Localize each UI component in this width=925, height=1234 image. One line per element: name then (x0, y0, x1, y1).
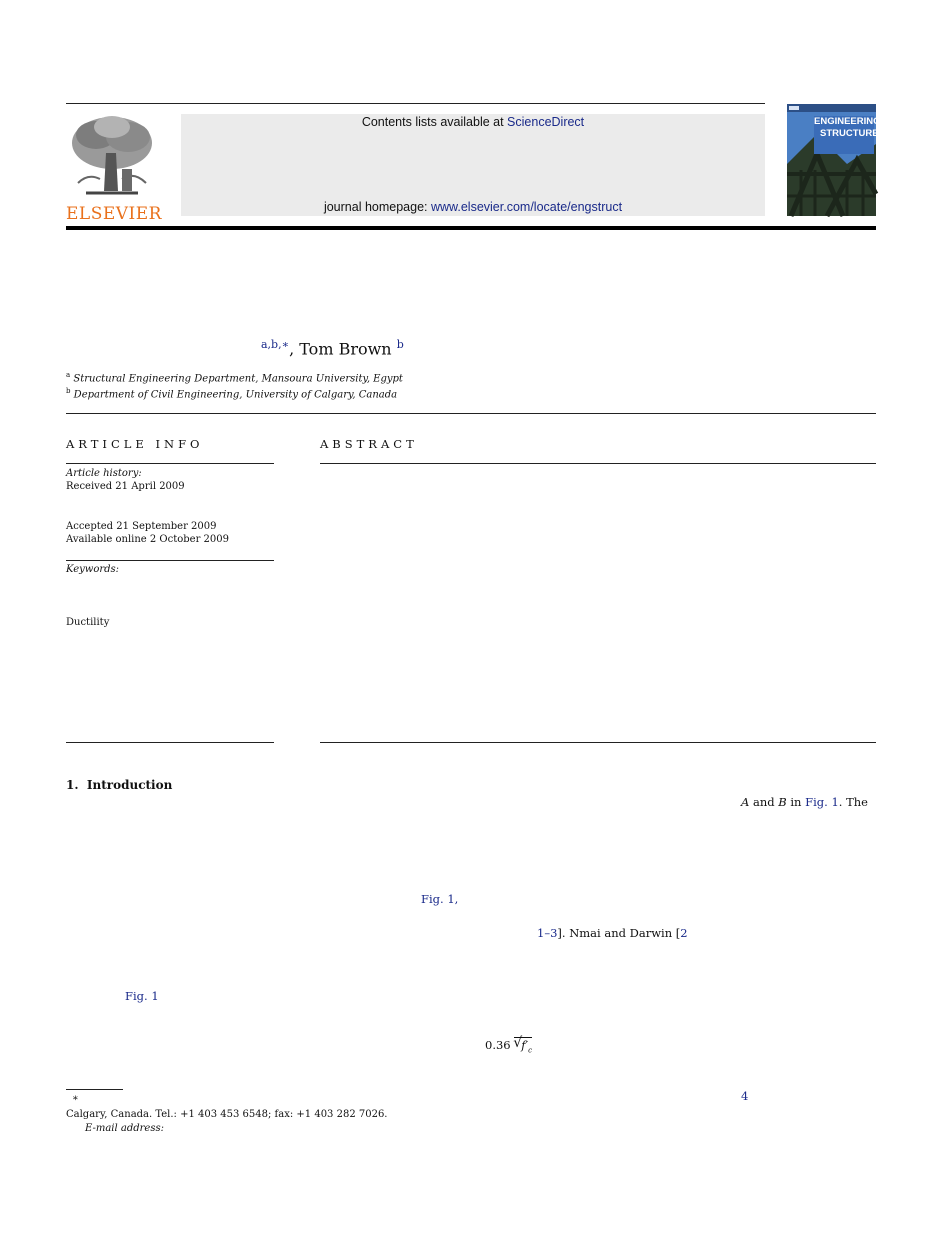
keywords-label: Keywords: (66, 564, 120, 575)
author2-name: Tom Brown (299, 339, 392, 359)
intro-fragment-refs (537, 926, 688, 940)
footnote-email-label: E-mail address: (85, 1123, 164, 1134)
footnote-star: ∗ (72, 1093, 79, 1104)
accepted-date: Accepted 21 September 2009 (66, 521, 217, 532)
header-bottom-rule (66, 226, 876, 230)
author1-affil-marks[interactable]: a,b,∗ (261, 338, 290, 351)
point-b-label: B (778, 795, 787, 809)
in-text: in (786, 795, 806, 809)
article-info-heading: ARTICLE INFO (66, 437, 204, 451)
fig1-link-b[interactable]: Fig. 1, (421, 892, 459, 906)
coefficient: 0.36 (485, 1038, 511, 1052)
fig1-link-a[interactable]: Fig. 1 (805, 795, 839, 809)
footnote-contact: Calgary, Canada. Tel.: +1 403 453 6548; fax: +1 403 282 7026. (66, 1109, 388, 1120)
fc-symbol: f′ (521, 1038, 529, 1052)
intro-fragment-ab (741, 795, 868, 809)
contents-line (181, 115, 765, 129)
nmai-darwin-text: ]. Nmai and Darwin [ (557, 926, 681, 940)
homepage-prefix: journal homepage: (323, 200, 431, 214)
cover-title-line1: ENGINEERING (814, 116, 881, 127)
and-text: and (749, 795, 779, 809)
equation-fragment (485, 1037, 532, 1054)
section-heading-intro: 1. Introduction (66, 778, 173, 792)
fc-subscript: c (528, 1046, 533, 1055)
abstract-bottom-rule (320, 742, 876, 743)
ref-link-1-3[interactable]: 1–3 (537, 926, 558, 940)
article-info-bottom-rule (66, 742, 274, 743)
header-top-rule (66, 103, 765, 104)
author2-affil-mark[interactable]: b (396, 338, 404, 351)
homepage-line (181, 200, 765, 214)
affiliation-b-text: Department of Civil Engineering, University of Calgary, Canada (73, 389, 398, 401)
the-text: . The (838, 795, 868, 809)
homepage-link[interactable]: www.elsevier.com/locate/engstruct (430, 200, 623, 214)
elsevier-logo (66, 113, 162, 224)
affiliation-a-mark: a (66, 371, 71, 379)
keyword-item: Ductility (66, 617, 110, 628)
author-line (261, 338, 404, 358)
cover-title (814, 116, 885, 154)
contents-prefix: Contents lists available at (361, 115, 508, 129)
abstract-heading: ABSTRACT (320, 437, 418, 451)
abstract-rule (320, 463, 876, 464)
fig1-link-c[interactable]: Fig. 1 (125, 989, 159, 1003)
ref-link-2[interactable]: 2 (680, 926, 688, 940)
sciencedirect-link[interactable]: ScienceDirect (507, 115, 585, 129)
journal-cover (787, 104, 885, 216)
history-label: Article history: (66, 468, 142, 479)
affiliation-b-mark: b (66, 387, 71, 395)
elsevier-tree-icon (66, 113, 158, 201)
affiliation-a (66, 371, 403, 384)
received-date: Received 21 April 2009 (66, 481, 185, 492)
affiliation-b (66, 387, 397, 400)
journal-banner (181, 114, 765, 216)
cover-title-line2: STRUCTURES (820, 128, 885, 139)
point-a-label: A (741, 795, 750, 809)
available-date: Available online 2 October 2009 (66, 534, 229, 545)
author-separator: , (289, 339, 300, 359)
elsevier-wordmark: ELSEVIER (66, 204, 162, 224)
article-info-rule (66, 463, 274, 464)
affiliation-rule (66, 413, 876, 414)
sqrt-icon: √ $f'_c$ (513, 1035, 533, 1055)
affiliation-a-text: Structural Engineering Department, Mansoura University, Egypt (73, 373, 403, 385)
footnote-rule (66, 1089, 123, 1090)
keywords-rule (66, 560, 274, 561)
ref-link-4[interactable]: 4 (741, 1089, 749, 1103)
